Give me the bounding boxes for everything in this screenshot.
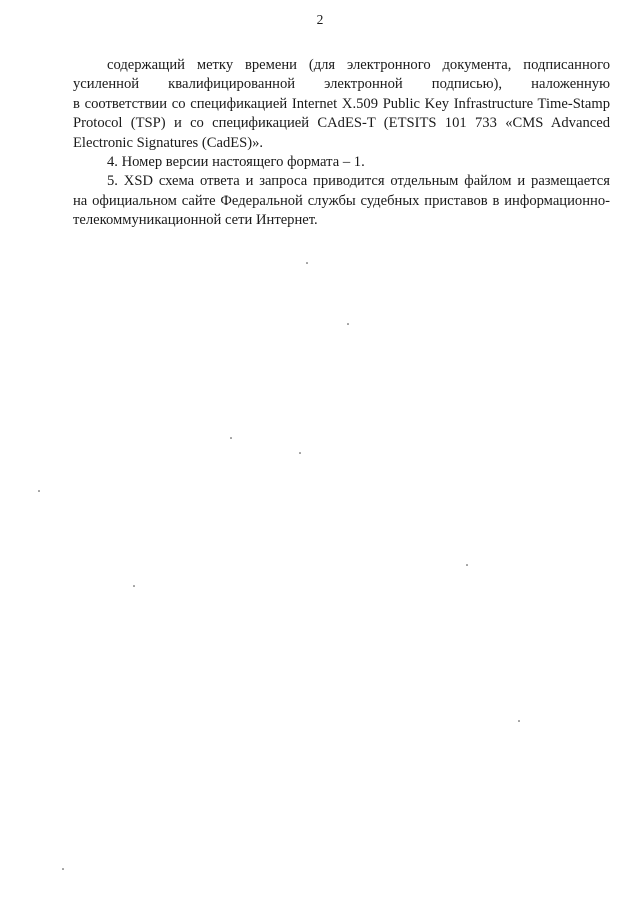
page-number: 2 — [316, 12, 324, 27]
scan-speck — [518, 720, 520, 722]
scan-speck — [347, 323, 349, 325]
scan-speck — [299, 452, 301, 454]
scan-speck — [38, 490, 40, 492]
text-line: телекоммуникационной сети Интернет. — [73, 212, 318, 229]
text-line: усиленной квалифицированной электронной подписью), наложенную — [73, 76, 610, 93]
scan-speck — [230, 437, 232, 439]
scan-speck — [133, 585, 135, 587]
document-body — [73, 56, 610, 231]
text-line: в соответствии со спецификацией Internet X.509 Public Key Infrastructure Time-Stamp — [73, 95, 610, 112]
text-line: Electronic Signatures (CadES)». — [73, 134, 264, 151]
text-line: на официальном сайте Федеральной службы судебных приставов в информационно- — [73, 192, 610, 209]
text-line: 4. Номер версии настоящего формата – 1. — [107, 154, 365, 171]
scan-speck — [62, 868, 64, 870]
text-line: 5. XSD схема ответа и запроса приводится отдельным файлом и размещается — [107, 173, 610, 190]
text-line: содержащий метку времени (для электронного документа, подписанного — [107, 57, 610, 73]
text-line: Protocol (TSP) и со спецификацией CAdES-T (ETSITS 101 733 «CMS Advanced — [73, 115, 610, 132]
scan-speck — [306, 262, 308, 264]
paragraph-timestamp — [73, 56, 610, 153]
paragraph-format-version — [73, 153, 610, 172]
paragraph-xsd-schema — [73, 172, 610, 230]
scan-speck — [466, 564, 468, 566]
